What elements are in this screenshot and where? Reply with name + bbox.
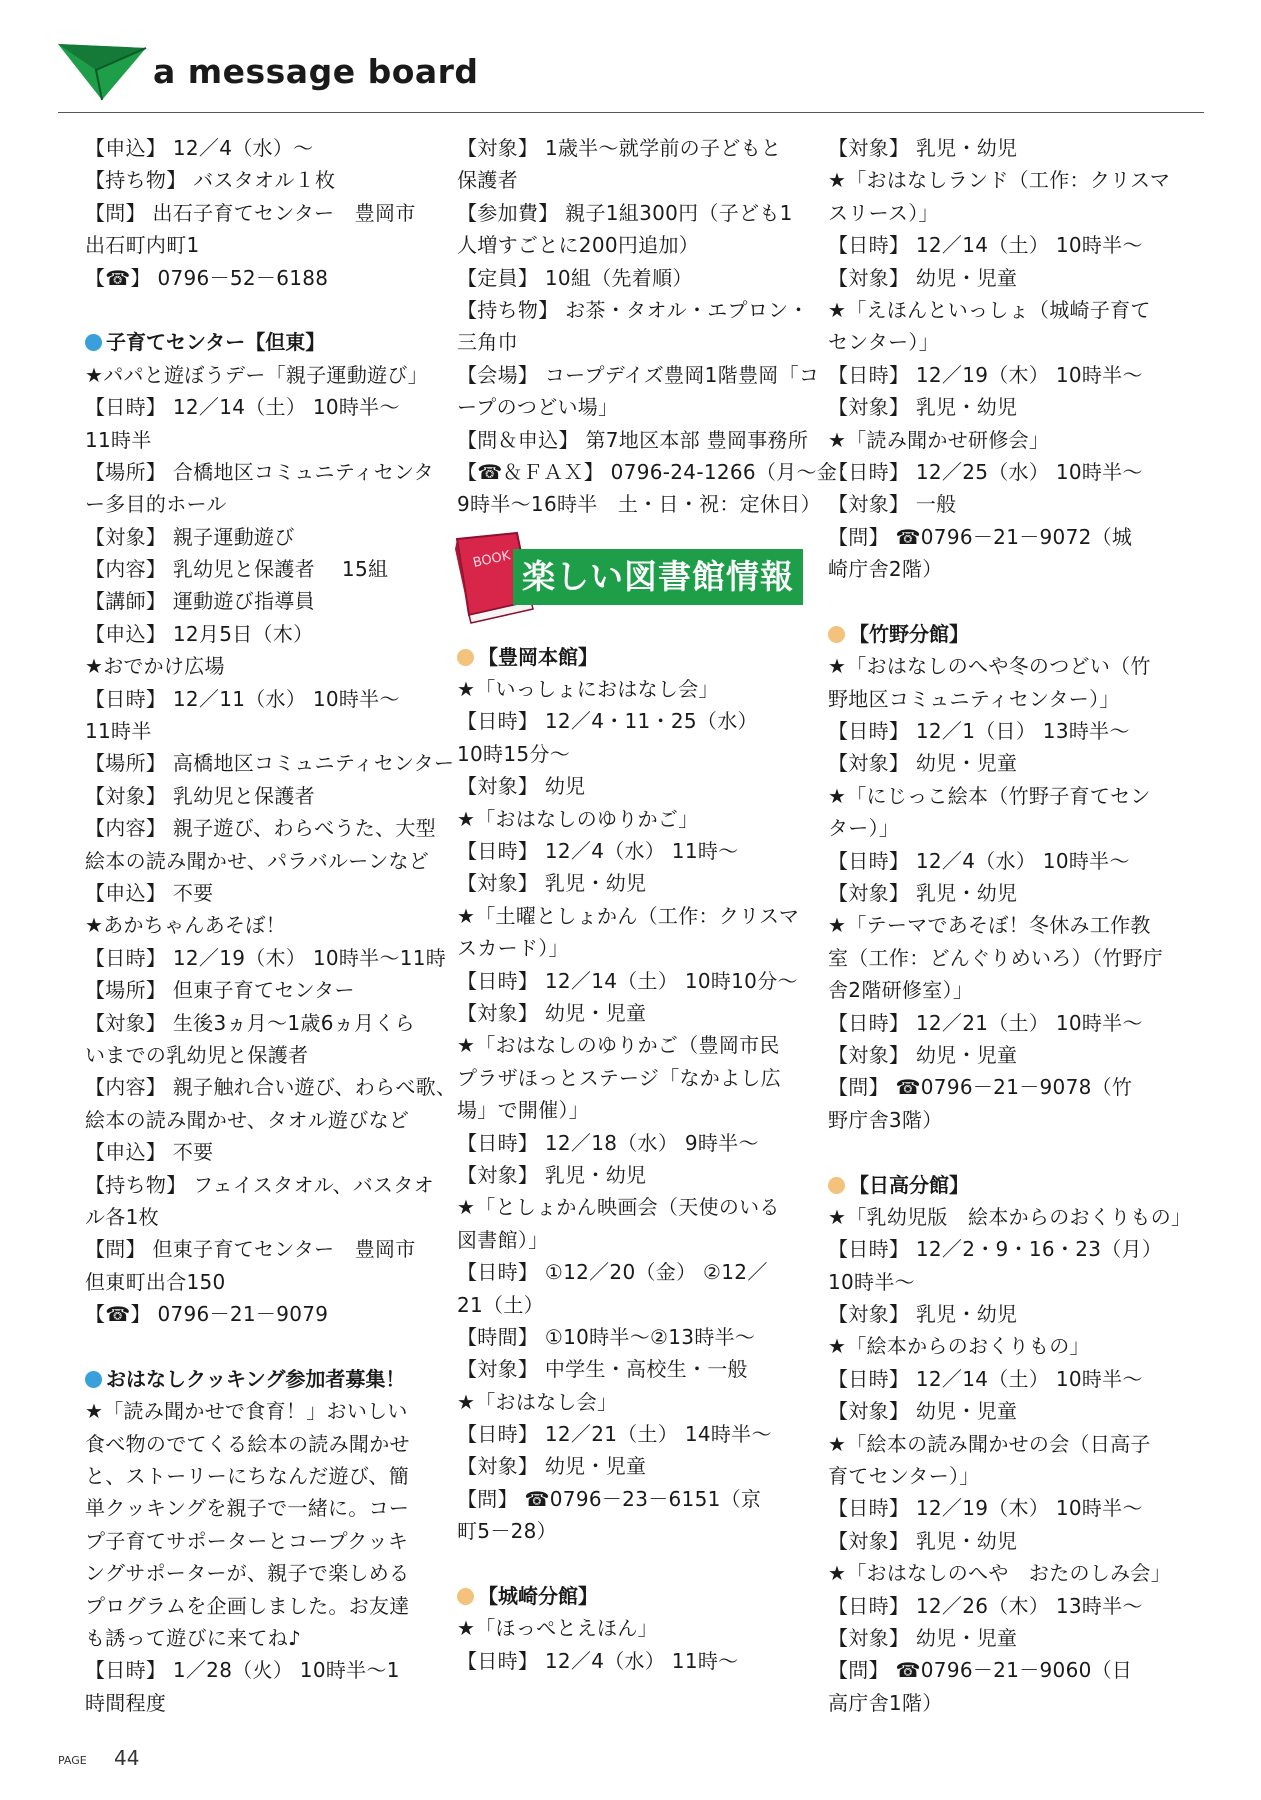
spacer xyxy=(85,1330,445,1362)
text-line: 【対象】 幼児・児童 xyxy=(828,1042,1018,1067)
text-line: ★「読み聞かせで食育！」おいしい xyxy=(85,1399,408,1424)
text-line: 【対象】 中学生・高校生・一般 xyxy=(457,1357,748,1382)
text-line: 【日時】 12／11（水） 10時半～ xyxy=(85,686,400,711)
text-line: 図書館）」 xyxy=(457,1227,549,1252)
text-line: ★「テーマであそぼ！冬休み工作教 xyxy=(828,913,1151,938)
text-line: 【対象】 乳児・幼児 xyxy=(828,880,1018,905)
text-line: 室（工作：どんぐりめいろ）（竹野庁 xyxy=(828,945,1164,970)
library-banner xyxy=(439,531,817,641)
text-line: 町5－28） xyxy=(457,1519,557,1544)
text-line: 【内容】 親子触れ合い遊び、わらべ歌、 xyxy=(85,1075,457,1100)
text-line: 【対象】 乳幼児と保護者 xyxy=(85,783,315,808)
text-line: 【日時】 12／4（水） 11時～ xyxy=(457,839,739,864)
text-line: 三角巾 xyxy=(457,330,518,355)
text-line: ★「おはなしランド（工作：クリスマ xyxy=(828,168,1171,193)
bullet-dot-icon xyxy=(85,1371,102,1388)
text-line: 【☎】 0796－52－6188 xyxy=(85,265,329,290)
text-line: 10時15分～ xyxy=(457,741,570,766)
text-line: ★「おはなし会」 xyxy=(457,1389,618,1414)
text-line: プラザほっとステージ「なかよし広 xyxy=(457,1065,781,1090)
text-line: ★「絵本からのおくりもの」 xyxy=(828,1334,1090,1359)
text-line: 【日時】 12／14（土） 10時半～ xyxy=(85,395,400,420)
text-line: 【日時】 12／4（水） 11時～ xyxy=(457,1648,739,1673)
text-line: ★「おはなしのへや冬のつどい（竹 xyxy=(828,654,1151,679)
text-line: 【持ち物】 フェイスタオル、バスタオ xyxy=(85,1172,434,1197)
text-line: 【内容】 親子遊び、わらべうた、大型 xyxy=(85,816,436,841)
spacer xyxy=(85,294,445,326)
column-2 xyxy=(457,132,858,1677)
text-line: スリース）」 xyxy=(828,200,939,225)
text-line: 但東町出合150 xyxy=(85,1269,226,1294)
section-heading-text: 子育てセンター【但東】 xyxy=(106,330,326,355)
text-line: 【申込】 12月5日（木） xyxy=(85,621,314,646)
text-line: 舎2階研修室）」 xyxy=(828,978,974,1003)
page-number: 44 xyxy=(114,1746,140,1770)
page-header xyxy=(0,0,1261,120)
text-line: 【対象】 幼児・児童 xyxy=(457,1454,647,1479)
text-line: 【参加費】 親子1組300円（子ども1 xyxy=(457,200,793,225)
text-line: ★「おはなしのへや おたのしみ会」 xyxy=(828,1561,1172,1586)
text-line: 【日時】 12／19（木） 10時半～ xyxy=(828,1496,1143,1521)
text-line: 人増すごとに200円追加） xyxy=(457,233,700,258)
text-line: 【申込】 不要 xyxy=(85,1140,214,1165)
text-line: ★「にじっこ絵本（竹野子育てセン xyxy=(828,783,1151,808)
text-line: 【問】 但東子育てセンター 豊岡市 xyxy=(85,1237,416,1262)
text-line: 【日時】 12／2・9・16・23（月） xyxy=(828,1237,1163,1262)
text-line: 【場所】 合橋地区コミュニティセンタ xyxy=(85,459,434,484)
text-line: 【日時】 12／14（土） 10時半～ xyxy=(828,1366,1143,1391)
text-line: 場」で開催）」 xyxy=(457,1098,590,1123)
text-line: 出石町内町1 xyxy=(85,233,200,258)
text-line: 【申込】 12／4（水）～ xyxy=(85,136,314,160)
text-line: 時間程度 xyxy=(85,1690,167,1715)
text-line: 【日時】 12／14（土） 10時半～ xyxy=(828,233,1143,258)
text-line: 9時半～16時半 土・日・祝：定休日） xyxy=(457,492,821,517)
section-heading xyxy=(85,1363,445,1395)
text-line: ★「えほんといっしょ（城崎子育て xyxy=(828,297,1151,322)
text-line: ★「読み聞かせ研修会」 xyxy=(828,427,1050,452)
bullet-dot-icon xyxy=(828,1177,845,1194)
bullet-dot-icon xyxy=(85,334,102,351)
text-line: いまでの乳幼児と保護者 xyxy=(85,1042,309,1067)
text-line: 【問】 ☎0796－21－9078（竹 xyxy=(828,1075,1133,1100)
text-line: ★パパと遊ぼうデー「親子運動遊び」 xyxy=(85,362,429,387)
text-line: 【日時】 12／21（土） 10時半～ xyxy=(828,1010,1143,1035)
text-line: ★「としょかん映画会（天使のいる xyxy=(457,1195,780,1220)
text-line: 【対象】 乳児・幼児 xyxy=(828,395,1018,420)
banner-title: 楽しい図書館情報 xyxy=(513,549,803,605)
column-3 xyxy=(828,132,1192,1719)
text-line: 【日時】 12／19（木） 10時半～ xyxy=(828,362,1143,387)
text-line: ★「土曜としょかん（工作：クリスマ xyxy=(457,903,800,928)
text-line: ★「乳幼児版 絵本からのおくりもの」 xyxy=(828,1204,1192,1229)
text-line: ングサポーターが、親子で楽しめる xyxy=(85,1561,410,1586)
text-line: ★「おはなしのゆりかご」 xyxy=(457,806,699,831)
bullet-dot-icon xyxy=(828,626,845,643)
text-line: 【対象】 乳児・幼児 xyxy=(828,1302,1018,1327)
text-line: 【☎】 0796－21－9079 xyxy=(85,1302,329,1327)
section-heading-text: 【竹野分館】 xyxy=(849,621,969,646)
text-line: 【対象】 乳児・幼児 xyxy=(828,1528,1018,1553)
text-line: 【対象】 乳児・幼児 xyxy=(457,1162,647,1187)
text-line: 【日時】 12／4（水） 10時半～ xyxy=(828,848,1130,873)
text-line: 11時半 xyxy=(85,427,152,452)
text-line: 【日時】 12／18（水） 9時半～ xyxy=(457,1130,759,1155)
text-line: 【日時】 12／26（木） 13時半～ xyxy=(828,1593,1143,1618)
text-line: 【場所】 但東子育てセンター xyxy=(85,978,355,1003)
text-line: 野地区コミュニティセンター）」 xyxy=(828,686,1120,711)
section-heading-text: 【日高分館】 xyxy=(849,1172,969,1197)
text-line: 【対象】 生後3ヵ月～1歳6ヵ月くら xyxy=(85,1010,415,1035)
text-line: 11時半 xyxy=(85,719,152,744)
spacer xyxy=(457,1548,817,1580)
text-line: 【対象】 幼児・児童 xyxy=(457,1000,647,1025)
page-title: a message board xyxy=(153,52,479,91)
text-line: 【持ち物】 バスタオル１枚 xyxy=(85,168,336,193)
text-line: 【対象】 乳児・幼児 xyxy=(828,136,1018,160)
text-line: 【講師】 運動遊び指導員 xyxy=(85,589,315,614)
text-line: 高庁舎1階） xyxy=(828,1690,943,1715)
text-line: 【日時】 12／25（水） 10時半～ xyxy=(828,459,1143,484)
text-line: 育てセンター）」 xyxy=(828,1464,980,1489)
text-line: 【日時】 12／19（木） 10時半～11時 xyxy=(85,945,447,970)
text-line: ★おでかけ広場 xyxy=(85,654,225,679)
text-line: 【日時】 12／1（日） 13時半～ xyxy=(828,719,1130,744)
section-heading-text: 【城崎分館】 xyxy=(478,1584,598,1609)
section-heading-text: 【豊岡本館】 xyxy=(478,644,598,669)
text-line: 【対象】 幼児・児童 xyxy=(828,1625,1018,1650)
text-line: ル各1枚 xyxy=(85,1204,159,1229)
text-line: 【対象】 親子運動遊び xyxy=(85,524,295,549)
section-heading xyxy=(457,641,817,673)
text-line: 【申込】 不要 xyxy=(85,880,214,905)
text-line: ター）」 xyxy=(828,816,900,841)
text-line: 【対象】 1歳半～就学前の子どもと xyxy=(457,136,782,160)
text-line: 【日時】 12／21（土） 14時半～ xyxy=(457,1422,772,1447)
text-line: 【定員】 10組（先着順） xyxy=(457,265,693,290)
text-line: 【場所】 高橋地区コミュニティセンター xyxy=(85,751,455,776)
text-line: 【時間】 ①10時半～②13時半～ xyxy=(457,1324,756,1349)
text-line: 10時半～ xyxy=(828,1269,915,1294)
paper-plane-icon xyxy=(58,40,148,102)
bullet-dot-icon xyxy=(457,649,474,666)
text-line: 崎庁舎2階） xyxy=(828,557,943,582)
text-line: ★「おはなしのゆりかご（豊岡市民 xyxy=(457,1033,780,1058)
text-line: 食べ物のでてくる絵本の読み聞かせ xyxy=(85,1431,410,1456)
text-line: 【内容】 乳幼児と保護者 15組 xyxy=(85,557,389,582)
text-line: 【問】 ☎0796－23－6151（京 xyxy=(457,1486,762,1511)
text-line: プ子育てサポーターとコープクッキ xyxy=(85,1528,409,1553)
text-line: 【日時】 ①12／20（金） ②12／ xyxy=(457,1260,768,1285)
text-line: センター）」 xyxy=(828,330,939,355)
text-line: 21（土） xyxy=(457,1292,544,1317)
text-line: 【問】 ☎0796－21－9072（城 xyxy=(828,524,1133,549)
text-line: 野庁舎3階） xyxy=(828,1107,943,1132)
text-line: 【日時】 12／14（土） 10時10分～ xyxy=(457,968,798,993)
text-line: 単クッキングを親子で一緒に。コー xyxy=(85,1496,410,1521)
text-line: も誘って遊びに来てね♪ xyxy=(85,1625,302,1650)
text-line: ー多目的ホール xyxy=(85,492,227,517)
text-line: 絵本の読み聞かせ、タオル遊びなど xyxy=(85,1107,410,1132)
column-1 xyxy=(85,132,457,1719)
text-line: 【会場】 コープデイズ豊岡1階豊岡「コ xyxy=(457,362,820,387)
text-line: ープのつどい場」 xyxy=(457,395,619,420)
text-line: 【問＆申込】 第7地区本部 豊岡事務所 xyxy=(457,427,809,452)
text-line: 絵本の読み聞かせ、パラバルーンなど xyxy=(85,848,430,873)
text-line: 保護者 xyxy=(457,168,518,193)
spacer xyxy=(828,585,1188,617)
section-heading-text: おはなしクッキング参加者募集！ xyxy=(106,1366,406,1391)
book-label: BOOK xyxy=(471,548,512,571)
text-line: ★あかちゃんあそぼ！ xyxy=(85,913,286,938)
text-line: 【問】 ☎0796－21－9060（日 xyxy=(828,1658,1133,1683)
section-heading xyxy=(828,1169,1188,1201)
text-line: 【持ち物】 お茶・タオル・エプロン・ xyxy=(457,297,809,322)
text-line: 【対象】 幼児・児童 xyxy=(828,1399,1018,1424)
text-line: 【対象】 幼児・児童 xyxy=(828,751,1018,776)
header-rule xyxy=(58,112,1204,113)
bullet-dot-icon xyxy=(457,1588,474,1605)
text-line: 【対象】 幼児 xyxy=(457,774,586,799)
text-line: ★「いっしょにおはなし会」 xyxy=(457,677,719,702)
page-label: PAGE xyxy=(58,1754,87,1767)
section-heading xyxy=(85,326,445,358)
text-line: 【☎＆ＦＡＸ】 0796-24-1266（月～金： xyxy=(457,459,858,484)
text-line: ★「絵本の読み聞かせの会（日高子 xyxy=(828,1431,1151,1456)
section-heading xyxy=(828,618,1188,650)
spacer xyxy=(828,1136,1188,1168)
text-line: プログラムを企画しました。お友達 xyxy=(85,1593,410,1618)
text-line: 【日時】 12／4・11・25（水） xyxy=(457,709,758,734)
text-line: 【対象】 幼児・児童 xyxy=(828,265,1018,290)
text-line: 【対象】 乳児・幼児 xyxy=(457,871,647,896)
text-line: 【日時】 1／28（火） 10時半～1 xyxy=(85,1658,400,1683)
text-line: と、ストーリーにちなんだ遊び、簡 xyxy=(85,1464,409,1489)
text-line: 【対象】 一般 xyxy=(828,492,957,517)
text-line: スカード）」 xyxy=(457,936,569,961)
text-line: 【問】 出石子育てセンター 豊岡市 xyxy=(85,200,416,225)
text-line: ★「ほっぺとえほん」 xyxy=(457,1616,658,1641)
section-heading xyxy=(457,1580,817,1612)
